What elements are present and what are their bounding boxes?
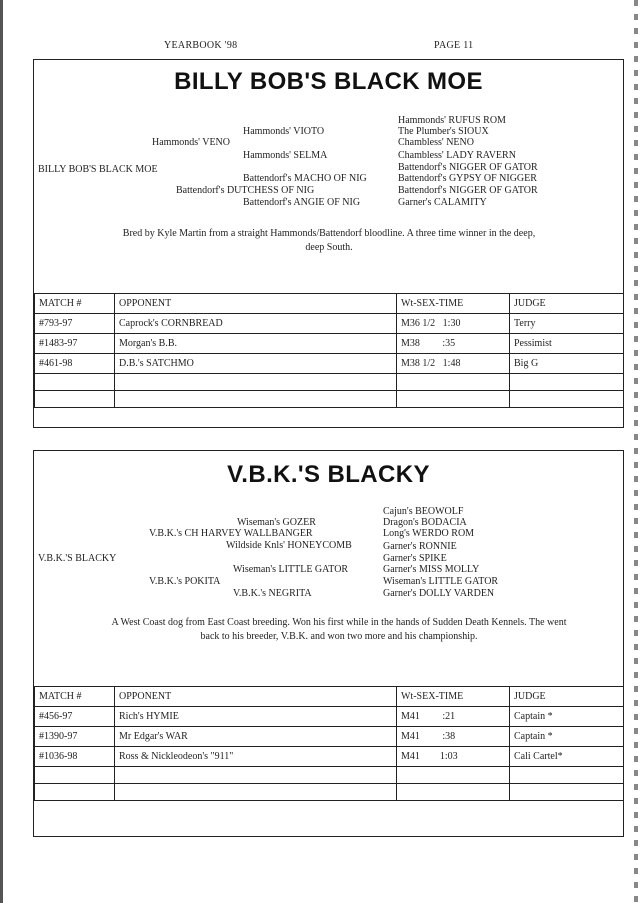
pedigree-ggp-8: Garner's DOLLY VARDEN — [383, 588, 495, 599]
pedigree-gp-1: Hammonds' VIOTO — [243, 126, 325, 137]
yearbook-header: YEARBOOK '98 — [164, 40, 238, 51]
pedigree-gp-4: V.B.K.'s NEGRITA — [233, 588, 312, 599]
match-number: #1036-98 — [35, 747, 115, 767]
pedigree-ggp-1: Cajun's BEOWOLF — [383, 506, 464, 517]
col-judge: JUDGE — [510, 294, 624, 314]
pedigree-ggp-3: Chambless' NENO — [398, 137, 474, 148]
opponent: Caprock's CORNBREAD — [115, 314, 397, 334]
pedigree-ggp-7: Wiseman's LITTLE GATOR — [383, 576, 499, 587]
opponent: Mr Edgar's WAR — [115, 727, 397, 747]
right-scan-edge — [634, 0, 638, 903]
pedigree-ggp-6: Battendorf's GYPSY OF NIGGER — [398, 173, 537, 184]
pedigree-ggp-4: Garner's RONNIE — [383, 541, 457, 552]
judge: Captain * — [510, 707, 624, 727]
pedigree-gp-3: Wiseman's LITTLE GATOR — [233, 564, 349, 575]
col-wt-sex-time: Wt-SEX-TIME — [397, 687, 510, 707]
judge: Pessimist — [510, 334, 624, 354]
wt-sex-time: M41 :38 — [397, 727, 510, 747]
col-judge: JUDGE — [510, 687, 624, 707]
pedigree-ggp-4: Chambless' LADY RAVERN — [398, 150, 516, 161]
match-number: #1390-97 — [35, 727, 115, 747]
pedigree-dam: Battendorf's DUTCHESS OF NIG — [176, 185, 315, 196]
match-number: #1483-97 — [35, 334, 115, 354]
left-binding-edge — [0, 0, 3, 903]
pedigree-gp-3: Battendorf's MACHO OF NIG — [243, 173, 367, 184]
pedigree-ggp-1: Hammonds' RUFUS ROM — [398, 115, 506, 126]
opponent: Rich's HYMIE — [115, 707, 397, 727]
table-row — [35, 727, 624, 747]
opponent: D.B.'s SATCHMO — [115, 354, 397, 374]
col-wt-sex-time: Wt-SEX-TIME — [397, 294, 510, 314]
table-row-empty — [35, 374, 624, 391]
dog-description: Bred by Kyle Martin from a straight Hammonds/Battendorf bloodline. A three time winner in the deep, deep South. — [122, 228, 536, 253]
pedigree-ggp-6: Garner's MISS MOLLY — [383, 564, 480, 575]
pedigree-ggp-5: Battendorf's NIGGER OF GATOR — [398, 162, 538, 173]
table-row — [35, 334, 624, 354]
table-row-empty — [35, 391, 624, 408]
pedigree-subject: BILLY BOB'S BLACK MOE — [38, 164, 158, 175]
col-opponent: OPPONENT — [115, 294, 397, 314]
table-row — [35, 707, 624, 727]
wt-sex-time: M36 1/2 1:30 — [397, 314, 510, 334]
pedigree-gp-2: Wildside Knls' HONEYCOMB — [226, 540, 352, 551]
opponent: Ross & Nickleodeon's "911" — [115, 747, 397, 767]
pedigree-sire: Hammonds' VENO — [152, 137, 231, 148]
wt-sex-time: M38 1/2 1:48 — [397, 354, 510, 374]
pedigree-ggp-5: Garner's SPIKE — [383, 553, 447, 564]
wt-sex-time: M38 :35 — [397, 334, 510, 354]
col-match: MATCH # — [35, 687, 115, 707]
judge: Cali Cartel* — [510, 747, 624, 767]
wt-sex-time: M41 :21 — [397, 707, 510, 727]
judge: Big G — [510, 354, 624, 374]
pedigree-sire: V.B.K.'s CH HARVEY WALLBANGER — [149, 528, 313, 539]
pedigree-ggp-2: The Plumber's SIOUX — [398, 126, 489, 137]
pedigree-gp-4: Battendorf's ANGIE OF NIG — [243, 197, 361, 208]
table-row — [35, 314, 624, 334]
match-table — [34, 293, 624, 408]
match-number: #456-97 — [35, 707, 115, 727]
col-opponent: OPPONENT — [115, 687, 397, 707]
pedigree-ggp-3: Long's WERDO ROM — [383, 528, 475, 539]
judge: Terry — [510, 314, 624, 334]
table-row — [35, 354, 624, 374]
table-row — [35, 747, 624, 767]
judge: Captain * — [510, 727, 624, 747]
dog-title: V.B.K.'S BLACKY — [227, 461, 430, 488]
wt-sex-time: M41 1:03 — [397, 747, 510, 767]
dog-title: BILLY BOB'S BLACK MOE — [174, 68, 483, 95]
pedigree-ggp-7: Battendorf's NIGGER OF GATOR — [398, 185, 538, 196]
pedigree-subject: V.B.K.'S BLACKY — [38, 553, 117, 564]
match-table — [34, 686, 624, 801]
pedigree-gp-2: Hammonds' SELMA — [243, 150, 328, 161]
dog-description: A West Coast dog from East Coast breeding. Won his first while in the hands of Sudden Death Kennels. The went back to his breeder, V.B.K. and won two more and his championship. — [111, 617, 567, 642]
table-row-empty — [35, 767, 624, 784]
match-number: #793-97 — [35, 314, 115, 334]
table-row-empty — [35, 784, 624, 801]
pedigree-ggp-2: Dragon's BODACIA — [383, 517, 467, 528]
pedigree-dam: V.B.K.'s POKITA — [149, 576, 221, 587]
opponent: Morgan's B.B. — [115, 334, 397, 354]
pedigree-ggp-8: Garner's CALAMITY — [398, 197, 487, 208]
pedigree-gp-1: Wiseman's GOZER — [237, 517, 316, 528]
col-match: MATCH # — [35, 294, 115, 314]
table-header-row — [35, 294, 624, 314]
table-header-row — [35, 687, 624, 707]
dog-panel-1 — [33, 59, 624, 428]
match-number: #461-98 — [35, 354, 115, 374]
dog-panel-2 — [33, 450, 624, 837]
page-number: PAGE 11 — [434, 40, 474, 51]
